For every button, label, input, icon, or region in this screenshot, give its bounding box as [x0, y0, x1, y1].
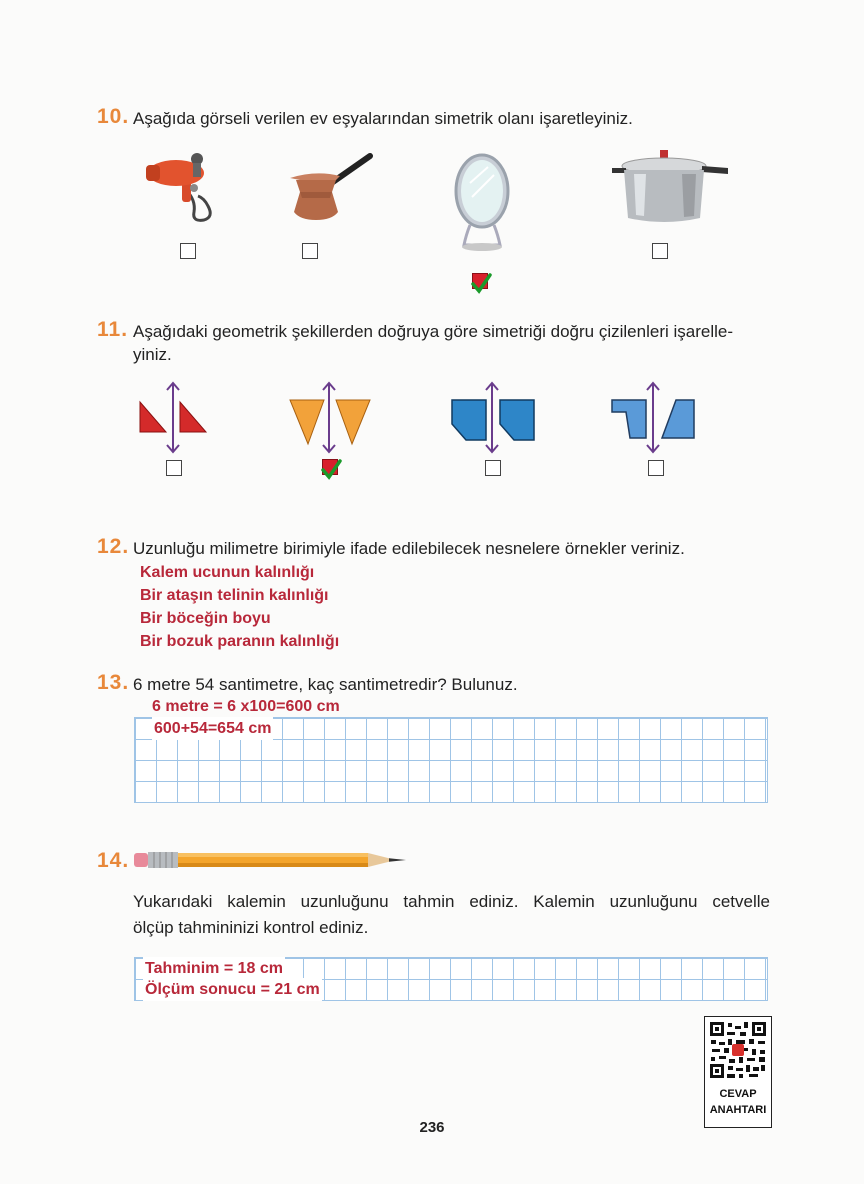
q10-option-2-checkbox[interactable] [302, 243, 318, 259]
blue-trapezoids-icon [608, 380, 698, 455]
question-13-number: 13. [97, 671, 130, 694]
qr-label-line1: CEVAP [719, 1088, 757, 1100]
qr-code-icon [708, 1020, 768, 1080]
question-11-number: 11. [97, 318, 129, 341]
question-14-text-line2: ölçüp tahmininizi kontrol ediniz. [133, 918, 369, 937]
q12-answer-3: Bir böceğin boyu [140, 610, 271, 627]
q13-answer-line1: 6 metre = 6 x100=600 cm [152, 698, 340, 715]
red-triangles-icon [136, 380, 210, 455]
pressure-cooker-icon [612, 148, 732, 228]
question-11-text-line1: Aşağıdaki geometrik şekillerden doğruya göre simetriği doğru çizilenleri işarelle- [133, 322, 733, 341]
blue-pentagons-icon [448, 380, 536, 455]
q11-option-4-checkbox[interactable] [648, 460, 664, 476]
q12-answer-4: Bir bozuk paranın kalınlığı [140, 633, 340, 650]
q13-answer-line2: 600+54=654 cm [152, 717, 273, 740]
check-mark-icon [320, 458, 342, 480]
hair-dryer-icon [142, 150, 222, 225]
q12-answer-1: Kalem ucunun kalınlığı [140, 564, 315, 581]
question-12-number: 12. [97, 535, 130, 558]
q14-answer-line1: Tahminim = 18 cm [143, 957, 285, 980]
pencil-icon [134, 850, 409, 870]
question-11-text-line2: yiniz. [133, 345, 172, 364]
q12-answer-2: Bir ataşın telinin kalınlığı [140, 587, 329, 604]
mirror-icon [452, 153, 512, 253]
q10-option-3-checkbox[interactable] [472, 273, 488, 289]
q11-option-1-checkbox[interactable] [166, 460, 182, 476]
q10-option-4-checkbox[interactable] [652, 243, 668, 259]
q11-option-2-checkbox[interactable] [322, 459, 338, 475]
orange-triangles-icon [286, 380, 372, 455]
q14-answer-line2: Ölçüm sonucu = 21 cm [143, 978, 322, 1001]
question-13-text: 6 metre 54 santimetre, kaç santimetredir? Bulunuz. [133, 675, 518, 694]
question-10-text: Aşağıda görseli verilen ev eşyalarından simetrik olanı işaretleyiniz. [133, 109, 633, 128]
page-number: 236 [419, 1119, 445, 1136]
question-12-text: Uzunluğu milimetre birimiyle ifade edilebilecek nesnelere örnekler veriniz. [133, 539, 685, 558]
question-10-number: 10. [97, 105, 130, 128]
coffee-pot-icon [282, 150, 377, 225]
qr-label-line2: ANAHTARI [709, 1104, 767, 1116]
q10-option-1-checkbox[interactable] [180, 243, 196, 259]
q11-option-3-checkbox[interactable] [485, 460, 501, 476]
answer-key-qr-box[interactable] [704, 1016, 772, 1128]
question-14-text-line1: Yukarıdaki kalemin uzunluğunu tahmin ediniz. Kalemin uzunluğunu cetvelle [133, 892, 770, 911]
question-14-number: 14. [97, 849, 130, 872]
check-mark-icon [470, 272, 492, 294]
